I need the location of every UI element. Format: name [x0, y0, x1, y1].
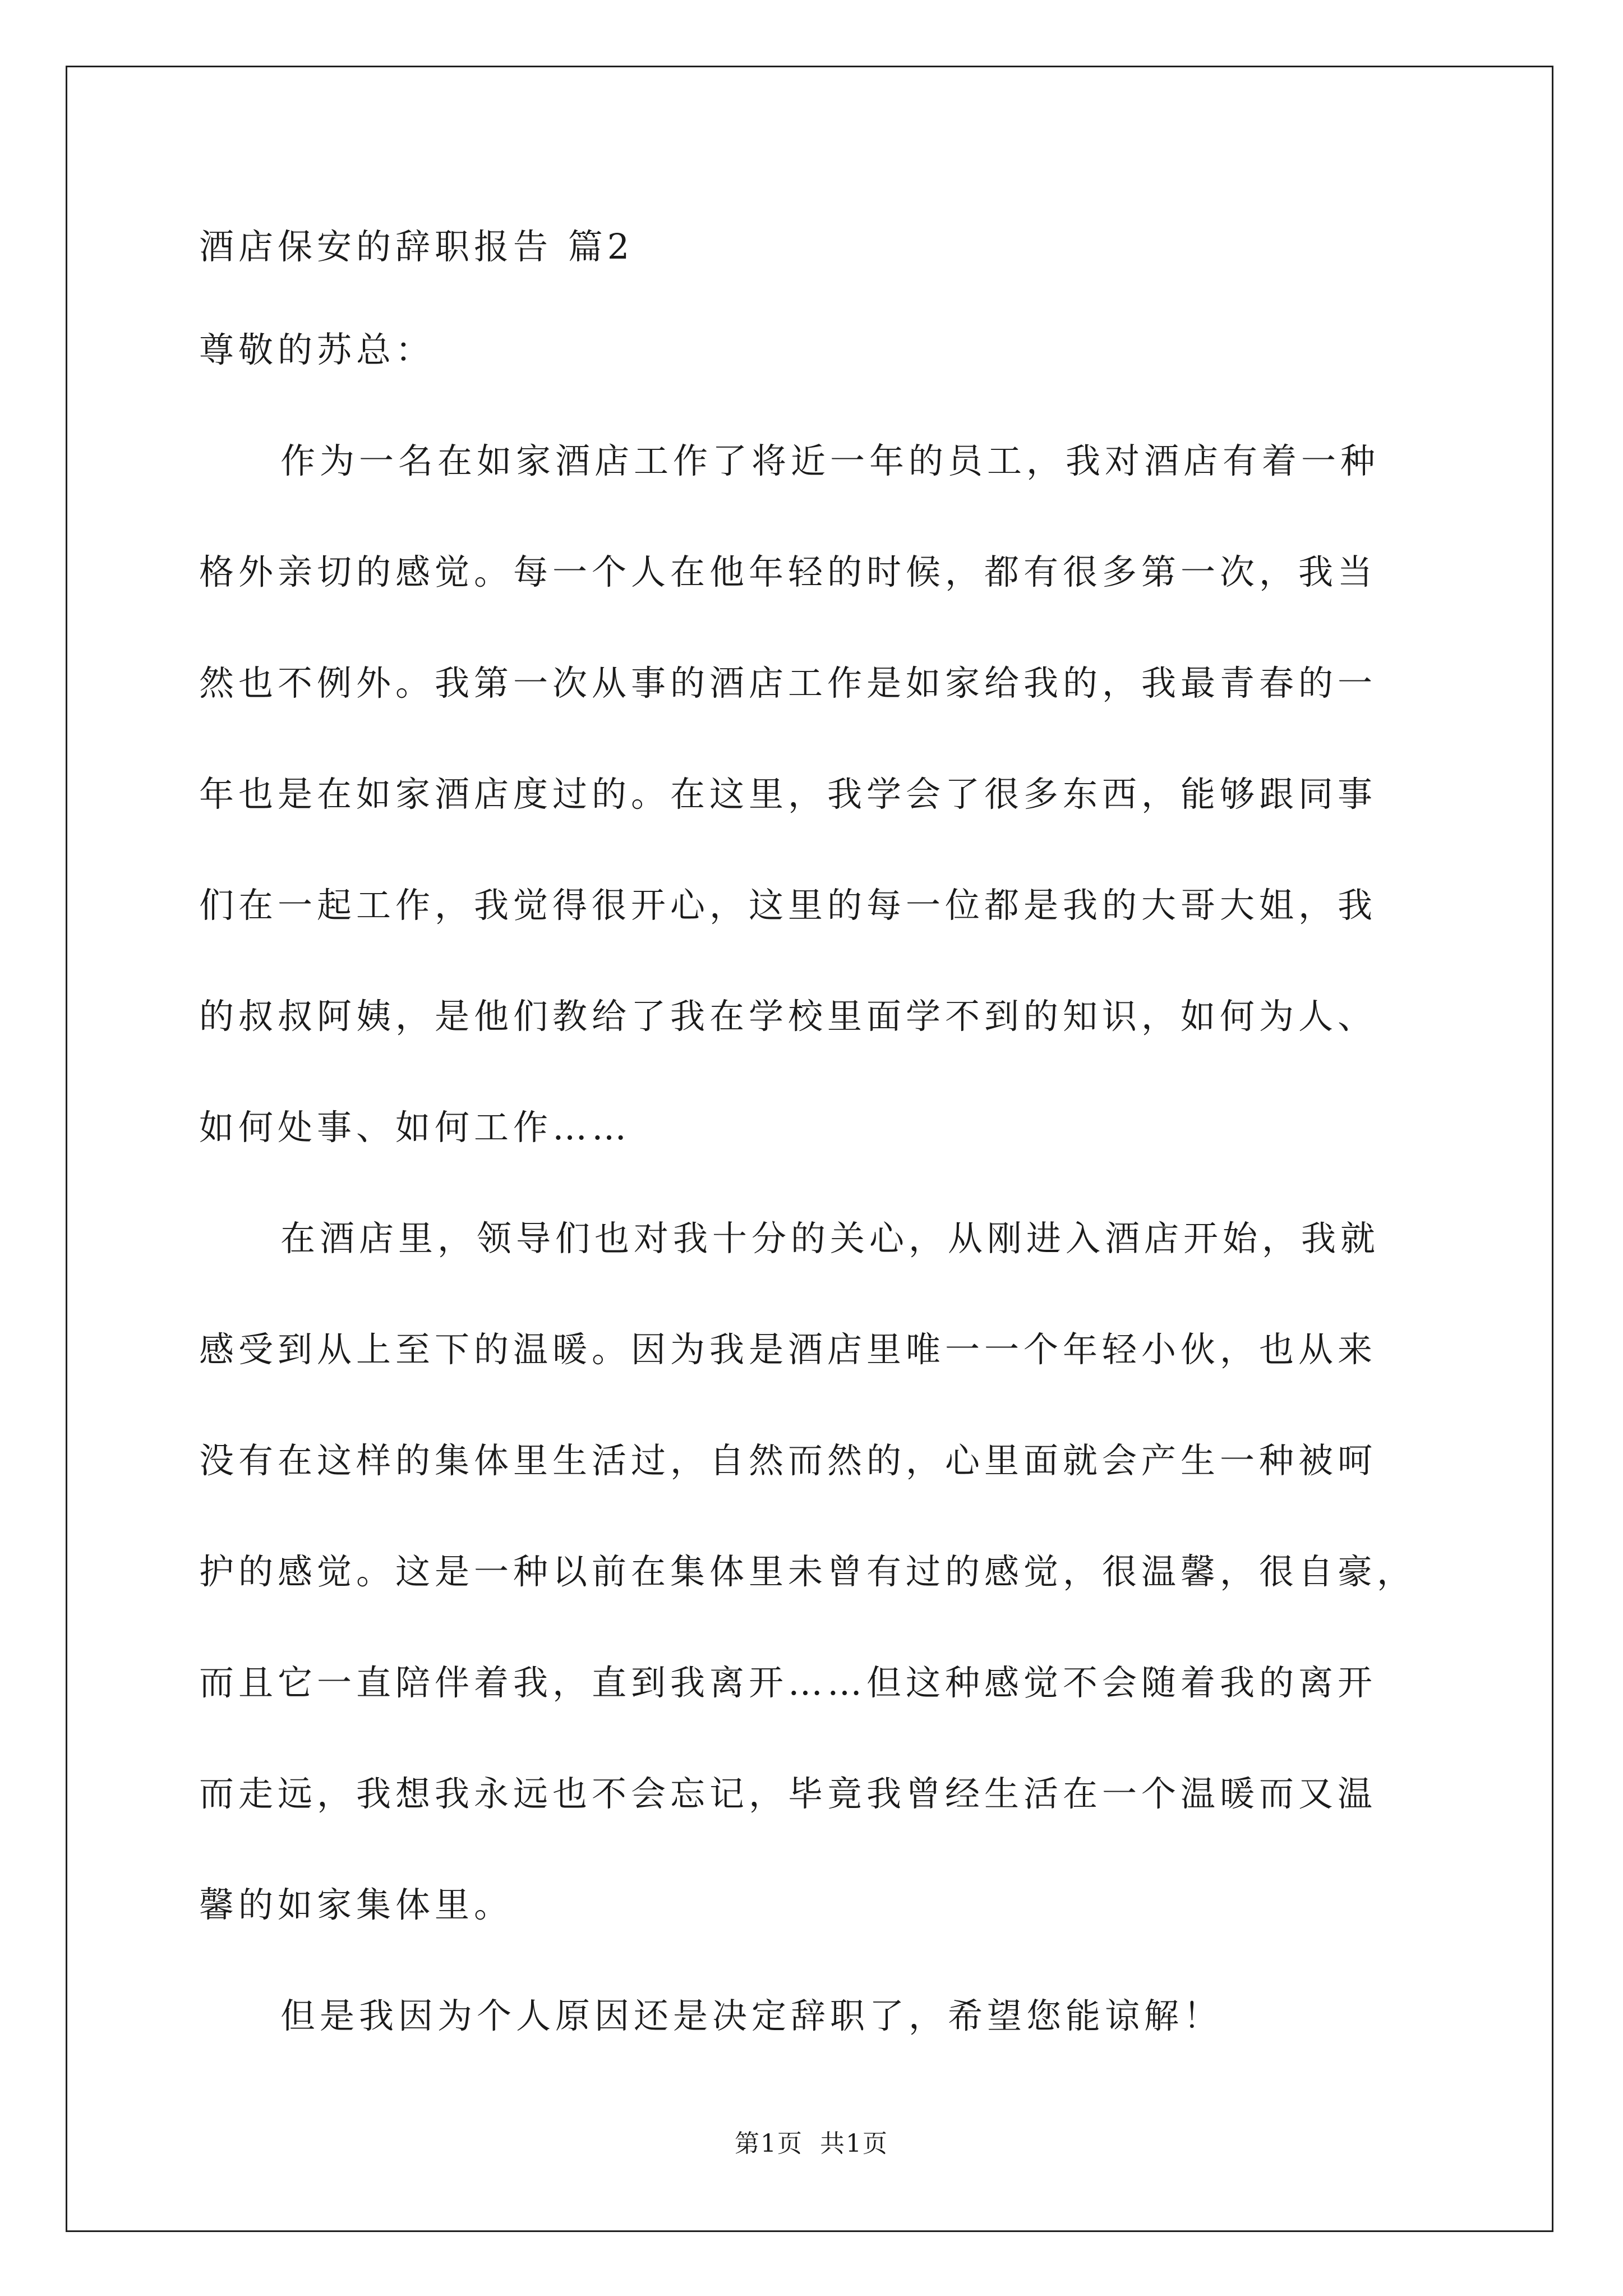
- paragraph-line: 没有在这样的集体里生活过，自然而然的，心里面就会产生一种被呵: [199, 1440, 1377, 1481]
- page-footer: 第1页 共1页: [735, 2129, 888, 2158]
- paragraph-line: 年也是在如家酒店度过的。在这里，我学会了很多东西，能够跟同事: [199, 774, 1377, 815]
- paragraph-line: 作为一名在如家酒店工作了将近一年的员工，我对酒店有着一种: [280, 440, 1380, 481]
- paragraph-line: 而且它一直陪伴着我，直到我离开……但这种感觉不会随着我的离开: [199, 1662, 1377, 1703]
- paragraph-3: [199, 1961, 1461, 2072]
- paragraph-line: 的叔叔阿姨，是他们教给了我在学校里面学不到的知识，如何为人、: [199, 996, 1377, 1037]
- document-body: [199, 216, 1461, 2072]
- salutation: 尊敬的苏总：: [199, 329, 435, 370]
- paragraph-line: 然也不例外。我第一次从事的酒店工作是如家给我的，我最青春的一: [199, 662, 1377, 703]
- paragraph-1: [199, 406, 1461, 1183]
- paragraph-line: 们在一起工作，我觉得很开心，这里的每一位都是我的大哥大姐，我: [199, 885, 1377, 926]
- paragraph-line: 格外亲切的感觉。每一个人在他年轻的时候，都有很多第一次，我当: [199, 551, 1377, 592]
- paragraph-line: 护的感觉。这是一种以前在集体里未曾有过的感觉，很温馨，很自豪，: [199, 1551, 1417, 1592]
- document-title: 酒店保安的辞职报告 篇2: [199, 226, 634, 267]
- paragraph-line: 如何处事、如何工作……: [199, 1107, 631, 1148]
- paragraph-line: 但是我因为个人原因还是决定辞职了，希望您能谅解！: [280, 1995, 1223, 2036]
- paragraph-line: 馨的如家集体里。: [199, 1884, 514, 1925]
- paragraph-line: 在酒店里，领导们也对我十分的关心，从刚进入酒店开始，我就: [280, 1218, 1380, 1259]
- paragraph-line: 而走远，我想我永远也不会忘记，毕竟我曾经生活在一个温暖而又温: [199, 1773, 1377, 1814]
- paragraph-2: [199, 1183, 1461, 1961]
- paragraph-line: 感受到从上至下的温暖。因为我是酒店里唯一一个年轻小伙，也从来: [199, 1329, 1377, 1370]
